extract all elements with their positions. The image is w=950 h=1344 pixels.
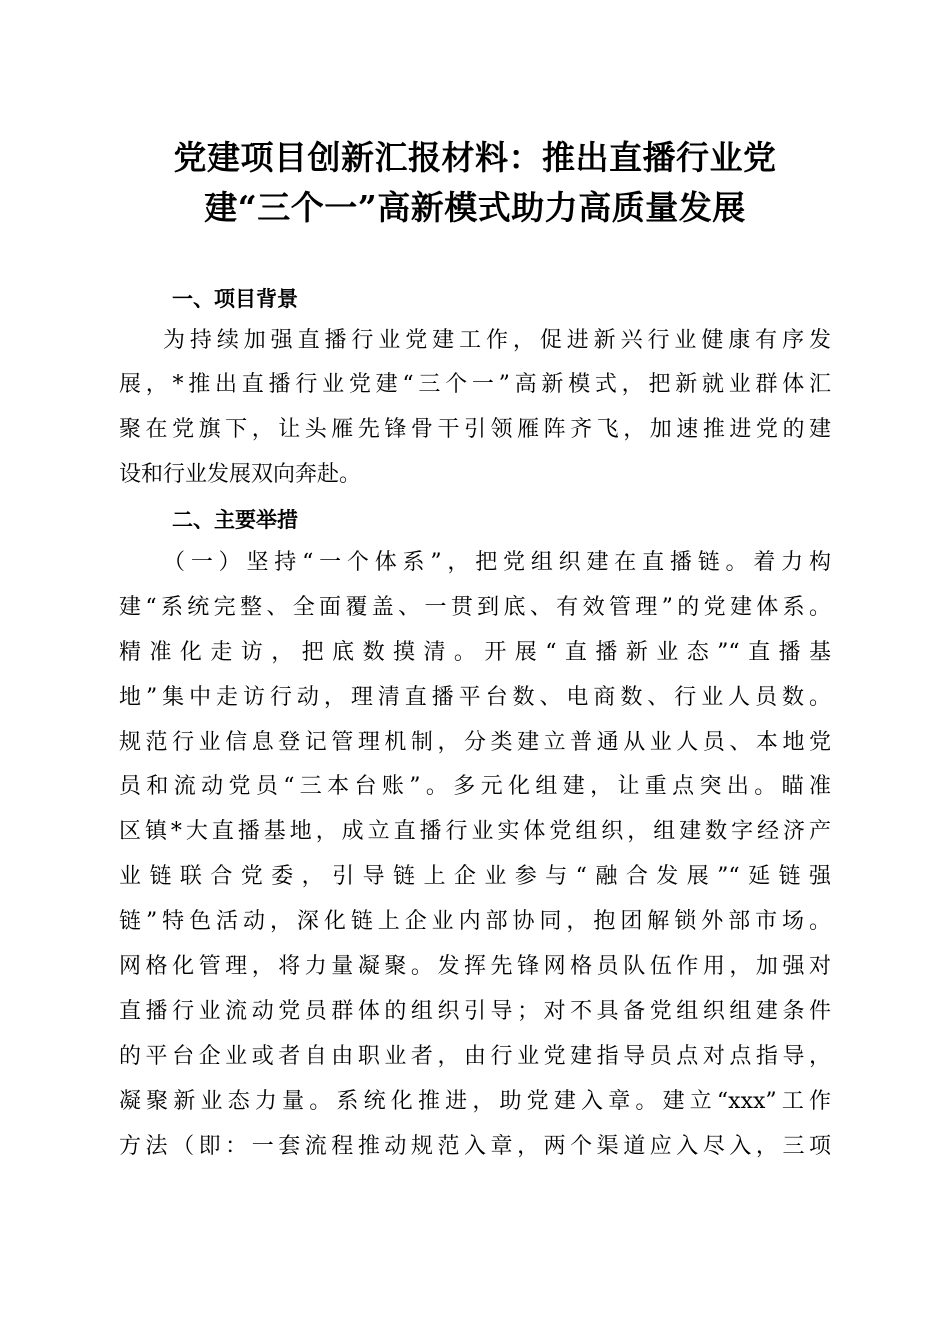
document-title-line-1: 党建项目创新汇报材料：推出直播行业党 bbox=[173, 138, 777, 177]
paragraph-line: 建“系统完整、全面覆盖、一贯到底、有效管理”的党建体系。 bbox=[119, 595, 831, 620]
paragraph-line: 网格化管理，将力量凝聚。发挥先锋网格员队伍作用，加强对 bbox=[119, 954, 831, 979]
paragraph-line: （一）坚持“一个体系”，把党组织建在直播链。着力构 bbox=[163, 550, 831, 575]
paragraph-line: 精准化走访，把底数摸清。开展“直播新业态”“直播基 bbox=[119, 640, 831, 665]
paragraph-line: 区镇*大直播基地，成立直播行业实体党组织，组建数字经济产 bbox=[119, 819, 831, 844]
paragraph-line: 设和行业发展双向奔赴。 bbox=[119, 462, 362, 487]
section-heading-measures: 二、主要举措 bbox=[172, 508, 298, 532]
paragraph-line: 为持续加强直播行业党建工作，促进新兴行业健康有序发 bbox=[163, 328, 831, 353]
paragraph-line: 的平台企业或者自由职业者，由行业党建指导员点对点指导， bbox=[119, 1044, 831, 1069]
document-title-line-2: 建“三个一”高新模式助力高质量发展 bbox=[204, 188, 746, 227]
paragraph-line: 直播行业流动党员群体的组织引导；对不具备党组织组建条件 bbox=[119, 999, 831, 1024]
paragraph-line: 展，*推出直播行业党建“三个一”高新模式，把新就业群体汇 bbox=[119, 372, 831, 397]
paragraph-line: 业链联合党委，引导链上企业参与“融合发展”“延链强 bbox=[119, 864, 831, 889]
section-heading-background: 一、项目背景 bbox=[172, 287, 298, 311]
paragraph-line: 员和流动党员“三本台账”。多元化组建，让重点突出。瞄准 bbox=[119, 774, 831, 799]
paragraph-line: 方法（即：一套流程推动规范入章，两个渠道应入尽入，三项 bbox=[119, 1134, 831, 1159]
paragraph-line: 凝聚新业态力量。系统化推进，助党建入章。建立“xxx”工作 bbox=[119, 1089, 831, 1114]
paragraph-line: 规范行业信息登记管理机制，分类建立普通从业人员、本地党 bbox=[119, 730, 831, 755]
paragraph-line: 聚在党旗下，让头雁先锋骨干引领雁阵齐飞，加速推进党的建 bbox=[119, 417, 831, 442]
paragraph-line: 地”集中走访行动，理清直播平台数、电商数、行业人员数。 bbox=[119, 685, 831, 710]
paragraph-line: 链”特色活动，深化链上企业内部协同，抱团解锁外部市场。 bbox=[119, 909, 831, 934]
